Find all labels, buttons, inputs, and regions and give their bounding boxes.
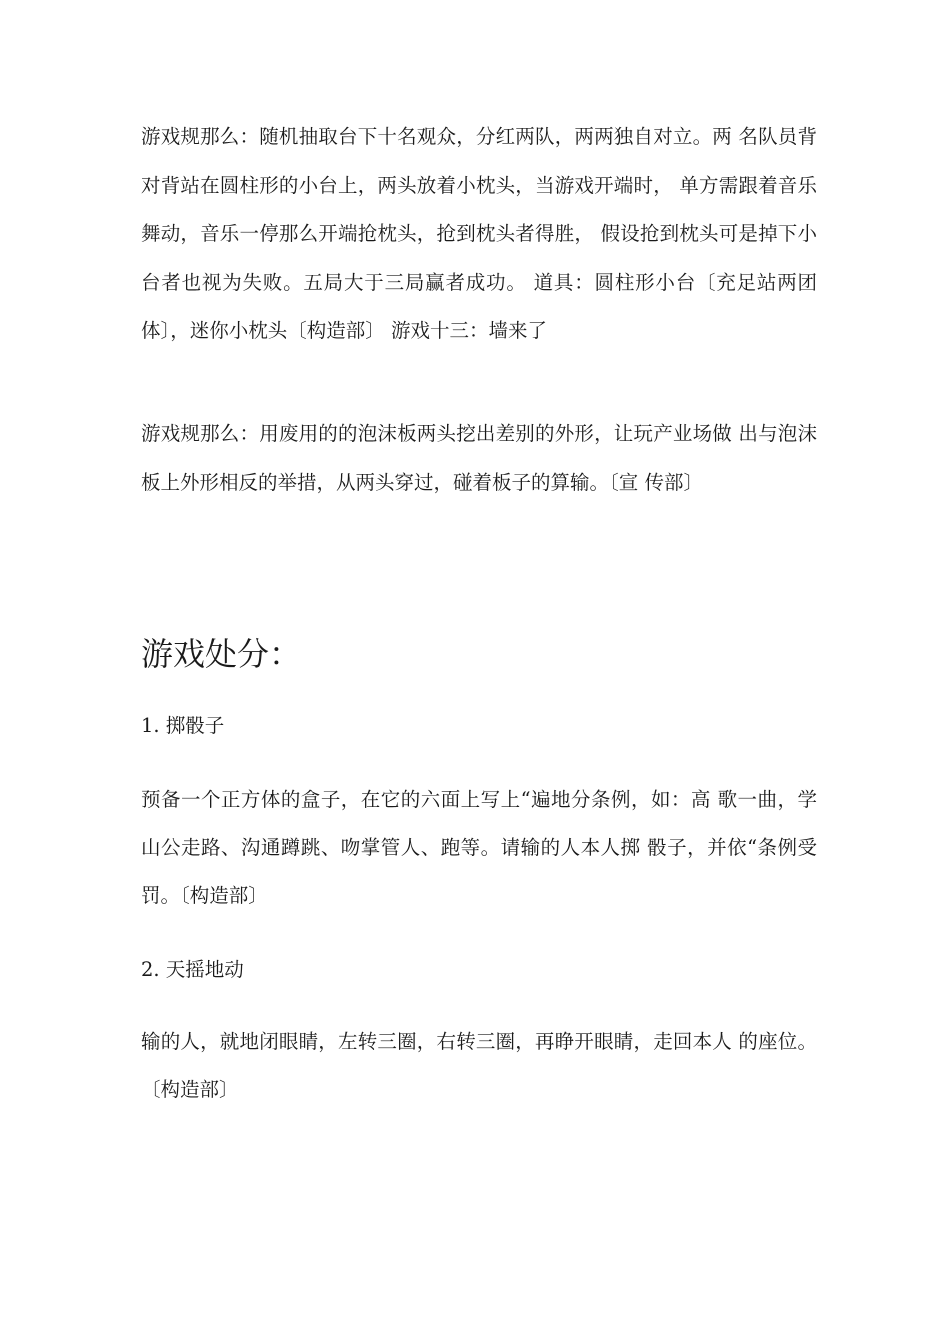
item-2-title-block (141, 956, 817, 984)
item-1-title-block (141, 712, 817, 740)
rules-text-1: 游戏规那么：随机抽取台下十名观众，分红两队，两两独自对立。两 名队员背对背站在圆柱形的小台上，两头放着小枕头，当游戏开端时， 单方需跟着音乐舞动，音乐一停那么开端抢枕头，抢到枕头者得胜， 假设抢到枕头可是掉下小台者也视为失败。五局大于三局赢者成功。 道具：圆柱形小台〔充足站两团体〕，迷你小枕头〔构造部〕 游戏十三：墙来了 (141, 125, 817, 342)
section-heading-block (141, 634, 817, 674)
item-2-body-block (141, 1018, 817, 1114)
item-1-body-block (141, 776, 817, 920)
rules-text-2: 游戏规那么：用废用的的泡沫板两头挖出差别的外形，让玩产业场做 出与泡沫板上外形相反的举措，从两头穿过，碰着板子的算输。〔宣 传部〕 (141, 422, 817, 494)
item-body: 输的人，就地闭眼睛，左转三圈，右转三圈，再睁开眼睛，走回本人 的座位。〔构造部〕 (141, 1030, 817, 1101)
item-title: 1. 掷骰子 (141, 714, 225, 737)
rules-paragraph-1 (141, 113, 817, 356)
item-body: 预备一个正方体的盒子，在它的六面上写上“遍地分条例，如：高 歌一曲，学山公走路、沟通蹲跳、吻掌管人、跑等。请输的人本人掷 骰子，并依“条例受罚。〔构造部〕 (141, 788, 817, 907)
rules-paragraph-2 (141, 410, 817, 507)
item-title: 2. 天摇地动 (141, 958, 244, 981)
section-heading: 游戏处分： (141, 635, 302, 673)
